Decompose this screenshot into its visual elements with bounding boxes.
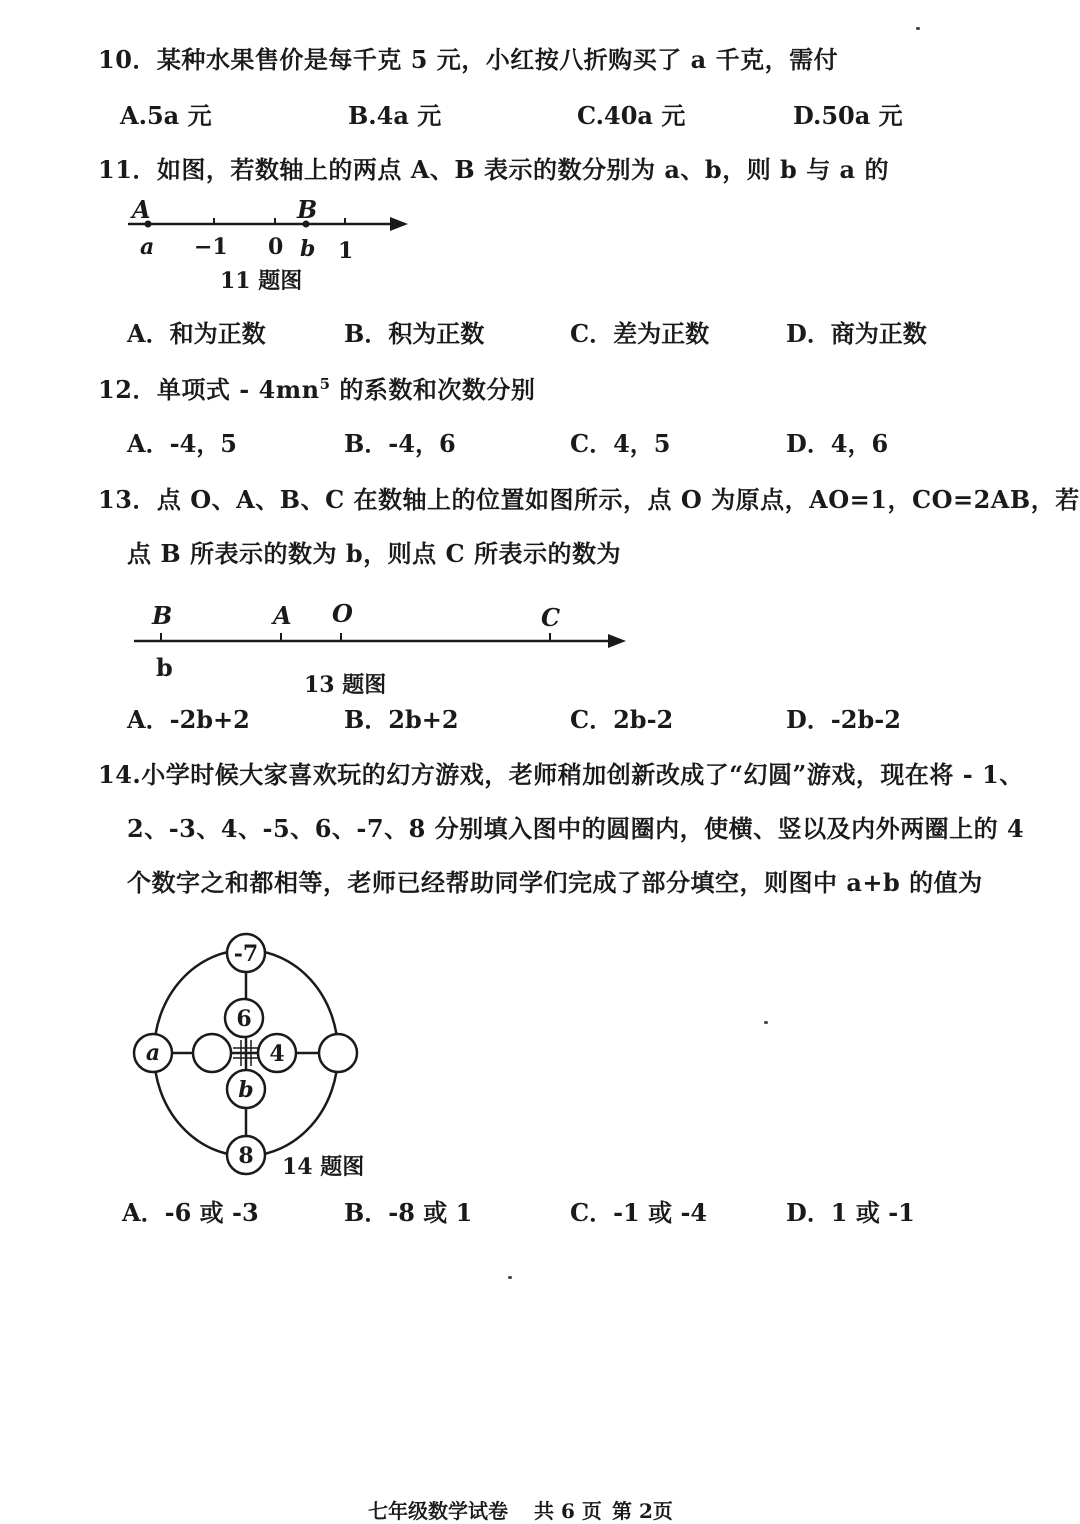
q13-option-b: B．2b+2 <box>344 705 459 734</box>
q12-option-b: B．-4，6 <box>344 429 456 458</box>
q12-option-c: C．4，5 <box>570 429 671 458</box>
q12-stem-prefix: 12．单项式 - 4mn <box>98 375 320 404</box>
q11-option-d: D．商为正数 <box>786 319 927 348</box>
q12-stem-exponent: 5 <box>319 375 331 393</box>
q13-label-b: B <box>152 601 173 630</box>
q14-stem-line3: 个数字之和都相等，老师已经帮助同学们完成了部分填空，则图中 a+b 的值为 <box>127 868 983 897</box>
q11-tick-b: b <box>300 236 316 262</box>
q12-option-a: A．-4，5 <box>127 429 237 458</box>
q14-value-bottom-outer: 8 <box>238 1143 254 1169</box>
q10-option-d: D.50a 元 <box>793 101 903 130</box>
q13-caption: 13 题图 <box>304 672 387 698</box>
q13-label-c: C <box>541 603 561 632</box>
q13-option-d: D．-2b-2 <box>786 705 901 734</box>
q14-value-top-outer: -7 <box>233 941 259 967</box>
scan-speck <box>508 1276 512 1279</box>
q13-label-a: A <box>273 601 292 630</box>
q14-value-right-inner: 4 <box>269 1041 285 1067</box>
q11-label-b: B <box>297 195 318 224</box>
footer-title: 七年级数学试卷 <box>368 1499 508 1523</box>
q11-stem: 11．如图，若数轴上的两点 A、B 表示的数分别为 a、b，则 b 与 a 的 <box>98 155 889 184</box>
q13-option-a: A．-2b+2 <box>127 705 250 734</box>
q13-option-c: C．2b-2 <box>570 705 674 734</box>
q14-value-top-inner: 6 <box>236 1006 252 1032</box>
q14-value-left-outer: a <box>145 1040 161 1066</box>
q10-option-c: C.40a 元 <box>577 101 686 130</box>
scan-speck <box>764 1021 768 1024</box>
q11-tick-minus1: −1 <box>194 234 228 260</box>
q11-option-b: B．积为正数 <box>344 319 485 348</box>
q14-option-a: A．-6 或 -3 <box>122 1198 259 1227</box>
q14-option-c: C．-1 或 -4 <box>570 1198 708 1227</box>
q14-inner-left-circle <box>193 1034 231 1072</box>
q13-stem-line1: 13．点 O、A、B、C 在数轴上的位置如图所示，点 O 为原点，AO=1，CO=2AB，若 <box>98 485 1080 514</box>
q12-stem-suffix: 的系数和次数分别 <box>330 375 536 404</box>
q10-option-a: A.5a 元 <box>120 101 212 130</box>
q14-option-d: D．1 或 -1 <box>786 1198 915 1227</box>
scan-speck <box>916 27 920 30</box>
q10-stem: 10．某种水果售价是每千克 5 元，小红按八折购买了 a 千克，需付 <box>98 45 839 74</box>
footer-page-number: 第 2页 <box>612 1499 673 1523</box>
q14-outer-right-circle <box>319 1034 357 1072</box>
q11-option-c: C．差为正数 <box>570 319 710 348</box>
q11-tick-1: 1 <box>338 238 354 264</box>
q11-option-a: A．和为正数 <box>127 319 266 348</box>
q11-tick-0: 0 <box>268 234 284 260</box>
q12-option-d: D．4，6 <box>786 429 889 458</box>
q11-caption: 11 题图 <box>220 268 303 294</box>
q14-stem-line2: 2、-3、4、-5、6、-7、8 分别填入图中的圆圈内，使横、竖以及内外两圈上的 4 <box>127 814 1025 843</box>
q13-tick-b: b <box>156 653 173 682</box>
q11-tick-a: a <box>140 234 155 260</box>
q13-label-o: O <box>332 599 353 628</box>
q14-caption: 14 题图 <box>282 1154 365 1180</box>
q14-option-b: B．-8 或 1 <box>344 1198 473 1227</box>
q14-value-bottom-inner: b <box>238 1077 254 1103</box>
q11-label-a: A <box>132 195 151 224</box>
footer-total-pages: 共 6 页 <box>534 1499 602 1523</box>
q10-option-b: B.4a 元 <box>348 101 442 130</box>
q14-stem-line1: 14.小学时候大家喜欢玩的幻方游戏，老师稍加创新改成了“幻圆”游戏，现在将 - 1、 <box>98 760 1024 789</box>
q13-stem-line2: 点 B 所表示的数为 b，则点 C 所表示的数为 <box>127 539 621 568</box>
